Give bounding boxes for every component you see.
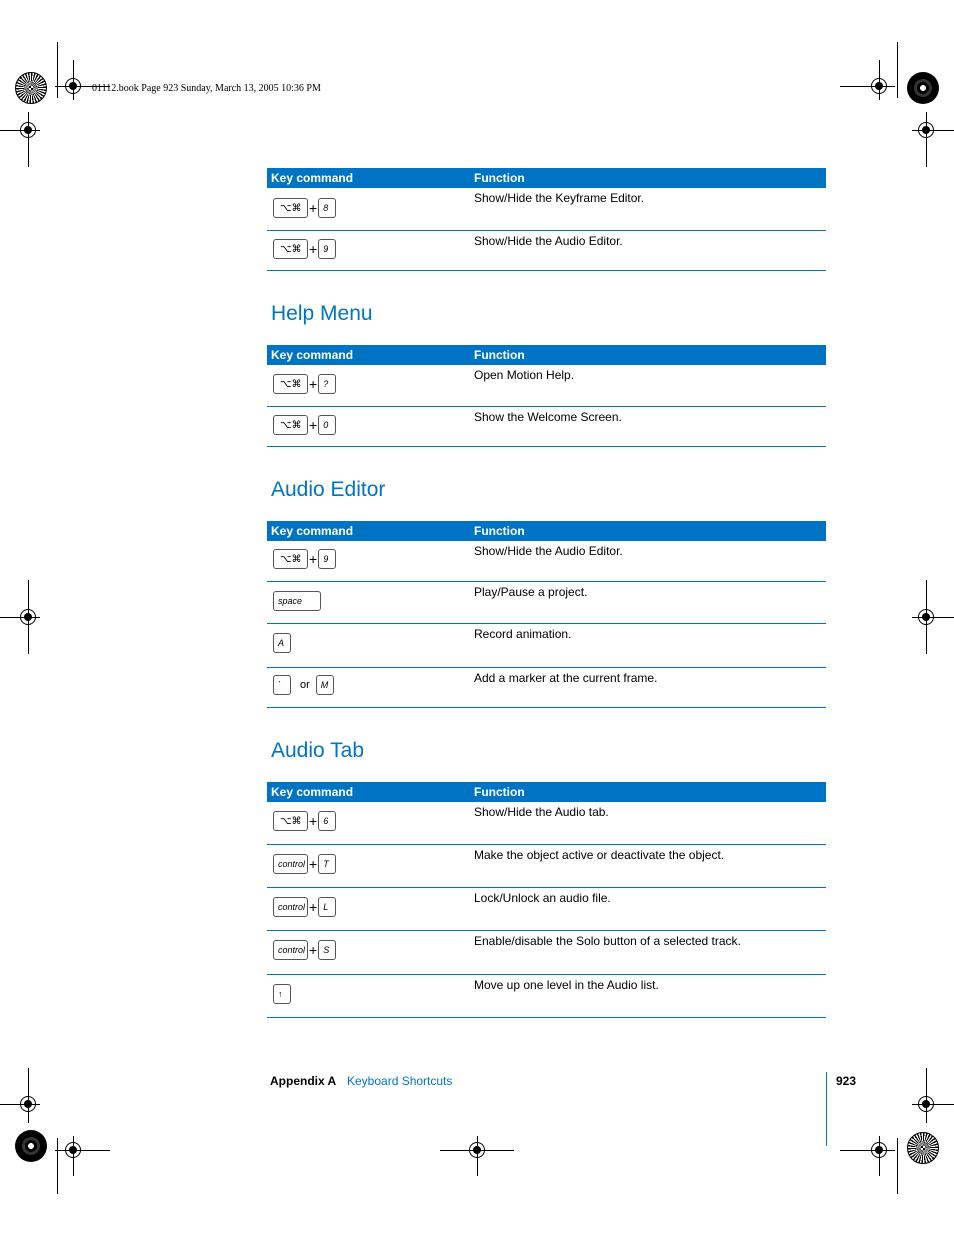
crop-line (879, 1136, 880, 1176)
footer-appendix: Appendix A (270, 1074, 337, 1088)
crop-line (912, 1104, 954, 1105)
command-key (273, 239, 308, 259)
command-key (273, 415, 308, 435)
key-combo (273, 984, 291, 1004)
key-combo (273, 854, 336, 874)
print-slug: 01112.book Page 923 Sunday, March 13, 2005 10:36 PM (92, 83, 321, 94)
crop-line (73, 60, 74, 100)
plus-sign: + (309, 241, 318, 257)
key-cap: L (318, 897, 336, 917)
control-key: control (273, 897, 308, 917)
key-cap: 8 (318, 198, 336, 218)
crop-line (926, 112, 927, 167)
crop-line (926, 580, 927, 654)
table-row (267, 624, 826, 668)
control-key: control (273, 854, 308, 874)
key-combo (273, 675, 334, 695)
command-key (273, 198, 308, 218)
command-icon: ⌘ (291, 553, 302, 565)
table-row (267, 365, 826, 407)
crop-line (840, 1150, 895, 1151)
command-icon: ⌘ (291, 378, 302, 390)
function-text: Show/Hide the Keyframe Editor. (474, 191, 645, 205)
function-text: Enable/disable the Solo button of a selected track. (474, 934, 741, 948)
crop-line (897, 1138, 898, 1194)
plus-sign: + (309, 813, 318, 829)
shortcuts-table-audio-editor (267, 521, 826, 708)
key-combo (273, 811, 336, 831)
control-key: control (273, 940, 308, 960)
or-text: or (300, 679, 310, 691)
table-row (267, 802, 826, 845)
table-row (267, 845, 826, 888)
apple-icon: ⌥ (280, 815, 292, 827)
header-key-command: Key command (271, 171, 354, 185)
apple-icon: ⌥ (280, 202, 292, 214)
crop-line (28, 1068, 29, 1123)
backtick-key: ` (273, 675, 291, 695)
key-combo (273, 591, 321, 611)
command-icon: ⌘ (291, 419, 302, 431)
header-function: Function (474, 524, 525, 538)
table-header (267, 521, 826, 541)
up-arrow-key: ↑ (273, 984, 291, 1004)
plus-sign: + (309, 856, 318, 872)
plus-sign: + (309, 417, 318, 433)
key-cap: 0 (318, 415, 336, 435)
crop-line (879, 60, 880, 100)
command-key (273, 374, 308, 394)
command-icon: ⌘ (291, 243, 302, 255)
key-cap: ? (318, 374, 336, 394)
function-text: Show/Hide the Audio tab. (474, 805, 609, 819)
crop-line (57, 1138, 58, 1194)
registration-starburst-top-left (15, 72, 47, 104)
crop-line (55, 1150, 110, 1151)
crop-line (28, 112, 29, 167)
key-cap: A (273, 633, 291, 653)
crop-line (0, 617, 40, 618)
plus-sign: + (309, 376, 318, 392)
key-cap: T (318, 854, 336, 874)
key-cap: S (318, 940, 336, 960)
function-text: Show the Welcome Screen. (474, 410, 622, 424)
function-text: Add a marker at the current frame. (474, 671, 658, 685)
table-header (267, 782, 826, 802)
crop-line (897, 42, 898, 98)
crop-line (0, 1104, 40, 1105)
table-row (267, 407, 826, 447)
section-title-help-menu: Help Menu (271, 302, 373, 325)
command-icon: ⌘ (291, 815, 302, 827)
header-key-command: Key command (271, 348, 354, 362)
header-function: Function (474, 171, 525, 185)
registration-target-top-right (907, 72, 939, 104)
crop-line (57, 42, 58, 98)
header-key-command: Key command (271, 524, 354, 538)
crop-line (912, 617, 954, 618)
section-title-audio-tab: Audio Tab (271, 739, 365, 762)
shortcuts-table-audio-tab (267, 782, 826, 1018)
header-function: Function (474, 785, 525, 799)
table-row (267, 975, 826, 1018)
key-combo (273, 940, 336, 960)
header-function: Function (474, 348, 525, 362)
shortcuts-table-top (267, 168, 826, 271)
crop-line (28, 580, 29, 654)
function-text: Open Motion Help. (474, 368, 575, 382)
header-key-command: Key command (271, 785, 354, 799)
table-row (267, 931, 826, 975)
key-cap: 9 (318, 549, 336, 569)
key-combo (273, 239, 336, 259)
function-text: Make the object active or deactivate the object. (474, 848, 725, 862)
key-cap: 9 (318, 239, 336, 259)
key-combo (273, 198, 336, 218)
command-icon: ⌘ (291, 202, 302, 214)
table-row (267, 582, 826, 624)
key-combo (273, 549, 336, 569)
table-row (267, 888, 826, 931)
table-header (267, 168, 826, 188)
plus-sign: + (309, 551, 318, 567)
table-header (267, 345, 826, 365)
function-text: Show/Hide the Audio Editor. (474, 544, 623, 558)
table-row (267, 668, 826, 708)
crop-line (0, 130, 40, 131)
plus-sign: + (309, 200, 318, 216)
command-key (273, 549, 308, 569)
apple-icon: ⌥ (280, 378, 292, 390)
function-text: Move up one level in the Audio list. (474, 978, 659, 992)
crop-line (912, 130, 954, 131)
function-text: Play/Pause a project. (474, 585, 588, 599)
crop-line (477, 1136, 478, 1176)
footer-divider (826, 1072, 827, 1146)
command-key (273, 811, 308, 831)
table-row (267, 541, 826, 582)
shortcuts-table-help-menu (267, 345, 826, 447)
plus-sign: + (309, 942, 318, 958)
function-text: Show/Hide the Audio Editor. (474, 234, 623, 248)
section-title-audio-editor: Audio Editor (271, 478, 386, 501)
function-text: Record animation. (474, 627, 572, 641)
key-cap: M (316, 675, 334, 695)
apple-icon: ⌥ (280, 553, 292, 565)
key-cap: 6 (318, 811, 336, 831)
function-text: Lock/Unlock an audio file. (474, 891, 611, 905)
crop-line (926, 1068, 927, 1123)
key-combo (273, 897, 336, 917)
plus-sign: + (309, 899, 318, 915)
registration-starburst-bottom-right (907, 1132, 939, 1164)
space-key: space (273, 591, 321, 611)
apple-icon: ⌥ (280, 419, 292, 431)
apple-icon: ⌥ (280, 243, 292, 255)
footer-section-link[interactable]: Keyboard Shortcuts (347, 1074, 453, 1088)
crop-line (73, 1136, 74, 1176)
registration-target-bottom-left (15, 1130, 47, 1162)
key-combo (273, 633, 291, 653)
table-row (267, 188, 826, 231)
key-combo (273, 374, 336, 394)
key-combo (273, 415, 336, 435)
page-number: 923 (836, 1074, 857, 1088)
table-row (267, 231, 826, 271)
crop-line (840, 86, 895, 87)
